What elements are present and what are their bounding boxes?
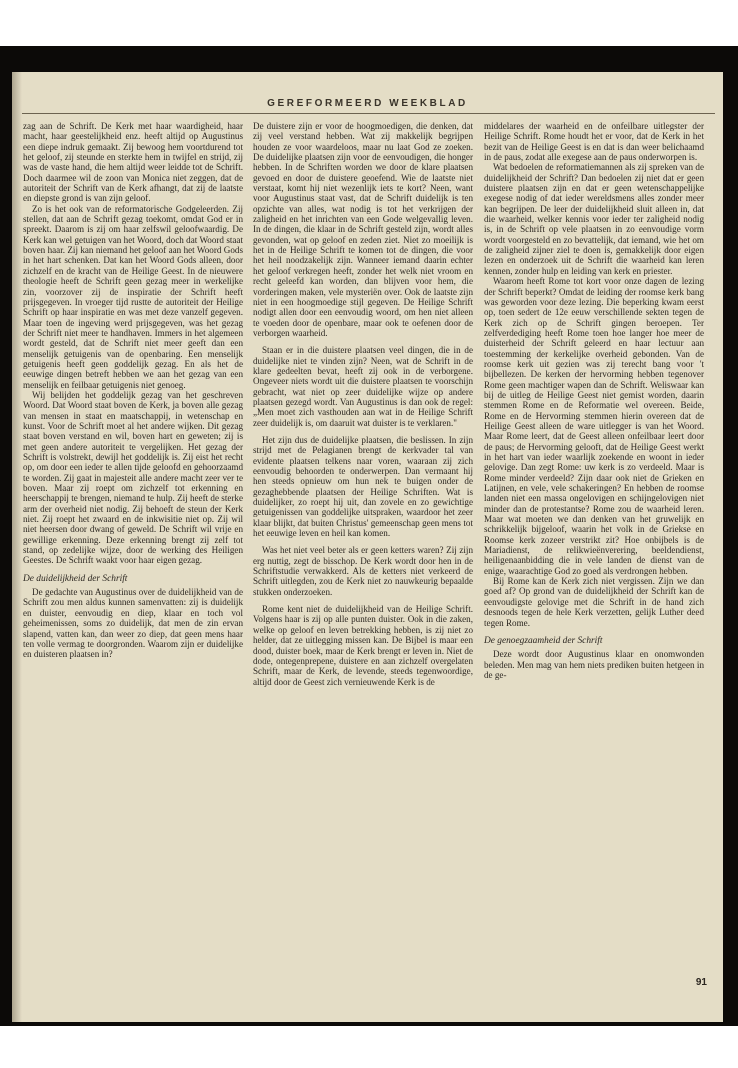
header-rule [22, 113, 715, 114]
column-3 [484, 121, 704, 680]
paragraph: De duistere zijn er voor de hoogmoedigen, die denken, dat zij veel verstand hebben. Wat zij makkelijk begrijpen houden ze voor waardeloos, maar nu laat God ze zoeken. De duidelijke plaatsen zijn voor de eenvoudigen, die honger hebben. In de Schriften worden we door de klare plaatsen gevoed en door de duistere geoefend. Wie de laatste niet verstaat, komt hij niet wezenlijk iets te kort? Neen, want voor Augustinus staat vast, dat de Schrift duidelijk is ten opzichte van alles, wat nodig is tot het verkrijgen der zaligheid en het inrichten van een Gode welgevallig leven. In de dingen, die klaar in de Schrift gesteld zijn, wordt alles gevonden, wat op geloof en zeden ziet. Niet zo moeilijk is het in de Heilige Schrift te komen tot de dingen, die voor het heil noodzakelijk zijn. Wanneer iemand daarin echter het geloof verkregen heeft, zonder het welk niet vroom en recht geleefd kan worden, dan blijven voor hem, die vorderingen maken, vele mysteriën over. Ook de laatste zijn niet in een hoogmoedige stijl gegeven. De Heilige Schrift nodigt allen door een eenvoudig woord, om hen niet alleen te voeden door de openbare, maar ook te oefenen door de verborgen waarheid. [253, 121, 473, 338]
paragraph: Deze wordt door Augustinus klaar en onomwonden beleden. Men mag van hem niets prediken buiten hetgeen in de ge- [484, 649, 704, 680]
column-1 [23, 121, 243, 660]
paragraph: Wij belijden het goddelijk gezag van het geschreven Woord. Dat Woord staat boven de Kerk, ja boven alle gezag van mensen in staat en maatschappij, in wetenschap en kunst. Voor de Schrift moet al het andere wijken. Dit gezag staat boven verstand en wil, boven hart en geweten; zij is met geen andere autoriteit te vergelijken. Het gezag der Schrift is volstrekt, dewijl het goddelijk is. Zij eist het recht op, om door een ieder te allen tijde geloofd en gehoorzaamd te worden. Zij gaat in majesteit alle andere macht zeer ver te boven. Maar zij roept om zichzelf tot erkenning en heerschappij te brengen, niemand te hulp. Zij heeft de sterke arm der overheid niet nodig. Zij behoeft de steun der Kerk niet. Zij roept het zwaard en de inkwisitie niet op. Zij wil niet heersen door dwang of geweld. De Schrift wil vrije en gewillige erkenning. Deze erkenning brengt zij zelf tot stand, op zedelijke wijze, door de werking des Heiligen Geestes. De Schrift waakt voor haar eigen gezag. [23, 389, 243, 566]
gutter-shadow [12, 72, 22, 1022]
page-number: 91 [695, 977, 707, 988]
section-heading: De genoegzaamheid der Schrift [484, 635, 603, 646]
paragraph: Staan er in die duistere plaatsen veel dingen, die in de duidelijke niet te vinden zijn? Neen, wat de Schrift in de klare gedeelten bevat, heeft zij ook in de verborgene. Ongeveer niets wordt uit die duistere plaatsen te voorschijn gebracht, wat niet op zeer duidelijke wijze op andere plaatsen gezegd wordt. Van Augustinus is dan ook de regel: „Men moet zich vasthouden aan wat in de Heilige Schrift zeer duidelijk is, om daaruit wat duister is te verklaren." [253, 345, 473, 428]
paragraph: Waarom heeft Rome tot kort voor onze dagen de lezing der Schrift beperkt? Omdat de leiding der roomse kerk bang was geworden voor deze lezing. Die beperking kwam eerst op, toen sedert de 12e eeuw verschillende sekten tegen de Kerk zich op de Schrift gingen beroepen. Ter zelfverdediging heeft Rome toen hoe langer hoe meer de duisterheid der Schrift geleerd en haar lectuur aan toestemming der kerkelijke overheid gebonden. Van de roomse kerk uit gezien was zij terecht bang voor 't bijbellezen. De kerken der hervorming hebben tegenover Rome geen machtiger wapen dan de Schrift. Weliswaar kan bij de uitleg de Heilige Geest niet gemist worden, daarin stemmen Rome en de Reformatie wel overeen. Beide, Rome en de Hervorming stemmen hierin overeen dat de Heilige Geest alleen de ware uitlegger is van het Woord. Maar Rome leert, dat de Geest alleen onfeilbaar leert door de paus; de Hervorming gelooft, dat de Heilige Geest werkt in het hart van ieder waarlijk zoekende en woont in ieder gelovige. Dan zegt Rome: uw kerk is zo verdeeld. Maar is Rome minder verdeeld? Zijn daar ook niet de Grieken en Latijnen, en vele, vele schakeringen? En hebben de roomse landen niet een massa ongelovigen en schijngelovigen niet minder dan de protestantse? Rome zou de waarheid leren. Maar wat moeten we dan denken van het gruwelijk en schrikkelijk bijgeloof, waarin het volk in de Griekse en Roomse kerk zozeer verstrikt zit? Hoe onbijbels is de Mariadienst, de relikwieënverering, beeldendienst, heiligenaanbidding die in vele landen de dienst van de enige, waarachtige God zo goed als verdrongen hebben. [484, 276, 704, 576]
column-2 [253, 121, 473, 687]
running-header: GEREFORMEERD WEEKBLAD [267, 98, 468, 109]
paragraph: Het zijn dus de duidelijke plaatsen, die beslissen. In zijn strijd met de Pelagianen brengt de kerkvader tal van evidente plaatsen telkens naar voren, waaraan zij zich eenvoudig behoorden te onderwerpen. Dan vermaant hij hen steeds opnieuw om hun nek te buigen onder de gezaghebbende plaatsen der Heilige Schriften. Wat is duidelijker, zo roept hij uit, dan zovele en zo gewichtige getuigenissen van goddelijke uitspraken, waardoor het zeer klaar blijkt, dat buiten Christus' gemeenschap geen mens tot het eeuwige leven en heil kan komen. [253, 434, 473, 539]
paragraph: Was het niet veel beter als er geen ketters waren? Zij zijn erg nuttig, zegt de bisschop. De Kerk wordt door hen in de Schriftstudie verwakkerd. Als de ketters niet verkeerd de Schrift uitlegden, zou de Kerk niet zo nauwkeurig bepaalde stukken onderzoeken. [253, 545, 473, 597]
paragraph: middelares der waarheid en de onfeilbare uitlegster der Heilige Schrift. Rome houdt het er voor, dat de Kerk in het bezit van de Heilige Geest is en dat is dan weer belichaamd in de paus, zodat alle exegese aan de paus onderworpen is. [484, 121, 704, 163]
paragraph: Wat bedoelen de reformatiemannen als zij spreken van de duidelijkheid der Schrift? Dan bedoelen zij niet dat er geen duistere plaatsen zijn en dat er geen wetenschappelijke exegese nodig of dat ieder wereldsmens alles zonder meer kan begrijpen. De leer der duidelijkheid sluit alleen in, dat die waarheid, welker kennis voor ieder ter zaligheid nodig is, in de Schrift op vele plaatsen in zo eenvoudige vorm wordt voorgesteld en zo bevattelijk, dat iemand, wie het om de zaligheid zijner ziel te doen is, gemakkelijk door eigen lezen en onderzoek uit de Schrift die waarheid kan leren kennen, zonder hulp en leiding van kerk en priester. [484, 162, 704, 276]
paragraph: zag aan de Schrift. De Kerk met haar waardigheid, haar macht, haar geestelijkheid enz. heeft altijd op Augustinus een diepe indruk gemaakt. Zij bewoog hem voortdurend tot het geloof, zij steunde en sterkte hem in twijfel en strijd, zij was de vaste hand, die hem altijd weer leidde tot de Schrift. Doch daarmee wil de zoon van Monica niet zeggen, dat de autoriteit der Schrift van de Kerk afhangt, dat zij de laatste en diepste grond is van zijn geloof. [23, 121, 243, 204]
document-page [12, 72, 723, 1022]
paragraph: Rome kent niet de duidelijkheid van de Heilige Schrift. Volgens haar is zij op alle punten duister. Ook in die zaken, welke op geloof en leven betrekking hebben, is zij niet zo helder, dat ze uitlegging missen kan. De Bijbel is maar een dood, duister boek, maar de Kerk brengt er leven in. Niet de dode, ontegenprepene, duistere en aan zichzelf overgelaten Schrift, maar de Kerk, de levende, steeds tegenwoordige, altijd door de Geest zich vernieuwende Kerk is de [253, 604, 473, 687]
paragraph: Bij Rome kan de Kerk zich niet vergissen. Zijn we dan goed af? Op grond van de duidelijkheid der Schrift kan de eenvoudigste gelovige met die Schrift in de hand zich desnoods tegen de hele Kerk verzetten, gelijk Luther deed tegen Rome. [484, 576, 704, 628]
paragraph: De gedachte van Augustinus over de duidelijkheid van de Schrift zou men aldus kunnen samenvatten: zij is duidelijk en duister, eenvoudig en diep, klaar en toch vol geheimenissen, soms zo duidelijk, dat men de zin ervan slapend, vatten kan, dan weer zo diep, dat geen mens haar ten volle vermag te doorgronden. Waarom zijn er duidelijke en duisteren plaatsen in? [23, 587, 243, 660]
paragraph: Zo is het ook van de reformatorische Godgeleerden. Zij stellen, dat aan de Schrift gezag toekomt, omdat God er in spreekt. Daarom is zij om haar zelfswil geloofwaardig. De Kerk kan wel getuigen van het Woord, doch dat Woord staat boven haar. Zij kan niemand het geloof aan het Woord Gods in het hart schenken. Dat kan het Woord Gods alleen, door zichzelf en de kracht van de Heilige Geest. In de nieuwere theologie heeft de Schrift geen gezag meer in werkelijke zin, voorzover zij de inspiratie der Schrift heeft prijsgegeven. In vroeger tijd rustte de autoriteit der Heilige Schrift op haar inspiratie en was met deze vanzelf gegeven. Maar toen de ingeving werd prijsgegeven, was het gezag der Schrift niet meer te handhaven. Immers in het algemeen wordt gesteld, dat de Schrift niet meer geeft dan een menselijk getuigenis van de openbaring. Een menselijk getuigenis heeft geen goddelijk gezag. En als het de eeuwige dingen betreft hebben we aan het gezag van een menselijk en feilbaar getuigenis niet genoeg. [23, 203, 243, 390]
section-heading: De duidelijkheid der Schrift [23, 573, 128, 584]
